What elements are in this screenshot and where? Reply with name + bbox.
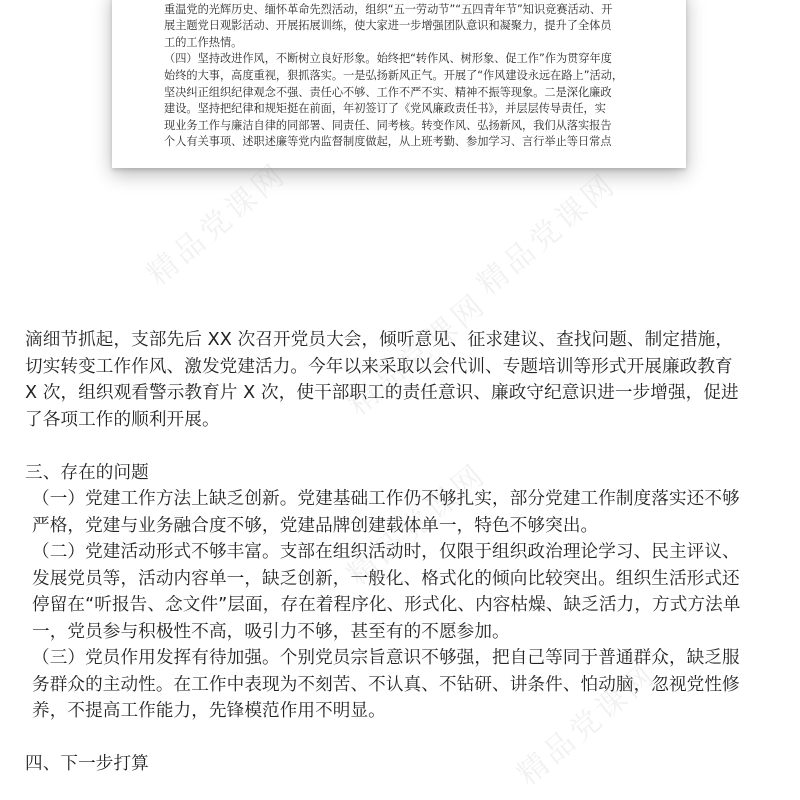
text-line: 发展党员等，活动内容单一，缺乏创新，一般化、格式化的倾向比较突出。组织生活形式还	[32, 568, 740, 589]
watermark: 精品党课网	[340, 456, 494, 593]
preview-line: 建设。坚持把纪律和规矩挺在前面，年初签订了《党风廉政责任书》，并层层传导责任，实	[164, 102, 606, 116]
preview-line: 坚决纠正组织纪律观念不强、责任心不够、工作不严不实、精神不振等现象。二是深化廉政	[164, 85, 612, 99]
text-line: 滴细节抓起，支部先后 XX 次召开党员大会，倾听意见、征求建议、查找问题、制定措施，	[25, 330, 734, 350]
issue-paragraph-2	[25, 539, 777, 645]
text-line: 务群众的主动性。在工作中表现为不刻苦、不认真、不钻研、讲条件、怕动脑，忽视党性修	[32, 674, 740, 695]
document-preview-image	[112, 0, 686, 168]
text-line: （三）党员作用发挥有待加强。个别党员宗旨意识不够强，把自己等同于普通群众，缺乏服	[32, 648, 740, 668]
issue-paragraph-1	[25, 486, 777, 539]
preview-line: 个人有关事项、述职述廉等党内监督制度做起，从上班考勤、参加学习、言行举止等日常点	[164, 135, 612, 149]
preview-line: 始终的大事，高度重视，狠抓落实。一是弘扬新风正气。开展了“作风建设永远在路上”活动，	[164, 68, 624, 82]
preview-line: 展主题党日观影活动、开展拓展训练，使大家进一步增强团队意识和凝聚力，提升了全体员	[164, 19, 612, 33]
section-heading: 三、存在的问题	[25, 462, 149, 483]
watermark: 精品党课网	[510, 656, 664, 793]
text-line: 切实转变工作作风、激发党建活力。今年以来采取以会代训、专题培训等形式开展廉政教育	[25, 356, 733, 377]
issue-paragraph-3	[25, 645, 777, 725]
text-line: （一）党建工作方法上缺乏创新。党建基础工作仍不够扎实，部分党建工作制度落实还不够	[32, 489, 740, 509]
text-line: 严格，党建与业务融合度不够，党建品牌创建载体单一，特色不够突出。	[32, 515, 599, 536]
preview-text	[164, 0, 650, 151]
watermark: 精品党课网	[340, 286, 494, 423]
text-line: 停留在“听报告、念文件”层面，存在着程序化、形式化、内容枯燥、缺乏活力，方式方法单	[32, 595, 741, 615]
text-line: （二）党建活动形式不够丰富。支部在组织活动时，仅限于组织政治理论学习、民主评议、	[32, 542, 740, 562]
preview-line: 重温党的光辉历史、缅怀革命先烈活动，组织“五一劳动节”“五四青年节”知识竞赛活动、开	[164, 2, 613, 16]
document-body	[25, 327, 777, 778]
paragraph-continuation	[25, 327, 777, 433]
text-line: 了各项工作的顺利开展。	[25, 409, 220, 430]
text-line: 一，党员参与积极性不高，吸引力不够，甚至有的不愿参加。	[32, 621, 510, 642]
preview-line: 工的工作热情。	[164, 35, 243, 49]
preview-line: （四）坚持改进作风，不断树立良好形象。始终把“转作风、树形象、促工作”作为贯穿年度	[164, 52, 612, 66]
watermark: 精品党课网	[140, 156, 294, 293]
section-heading: 四、下一步打算	[25, 754, 149, 774]
preview-line: 现业务工作与廉洁自律的同部署、同责任、同考核。转变作风、弘扬新风，我们从落实报告	[164, 118, 612, 132]
text-line: 养，不提高工作能力，先锋模范作用不明显。	[32, 701, 386, 721]
watermark: 精品党课网	[470, 166, 624, 303]
text-line: X 次，组织观看警示教育片 X 次，使干部职工的责任意识、廉政守纪意识进一步增强，促进	[25, 383, 739, 403]
